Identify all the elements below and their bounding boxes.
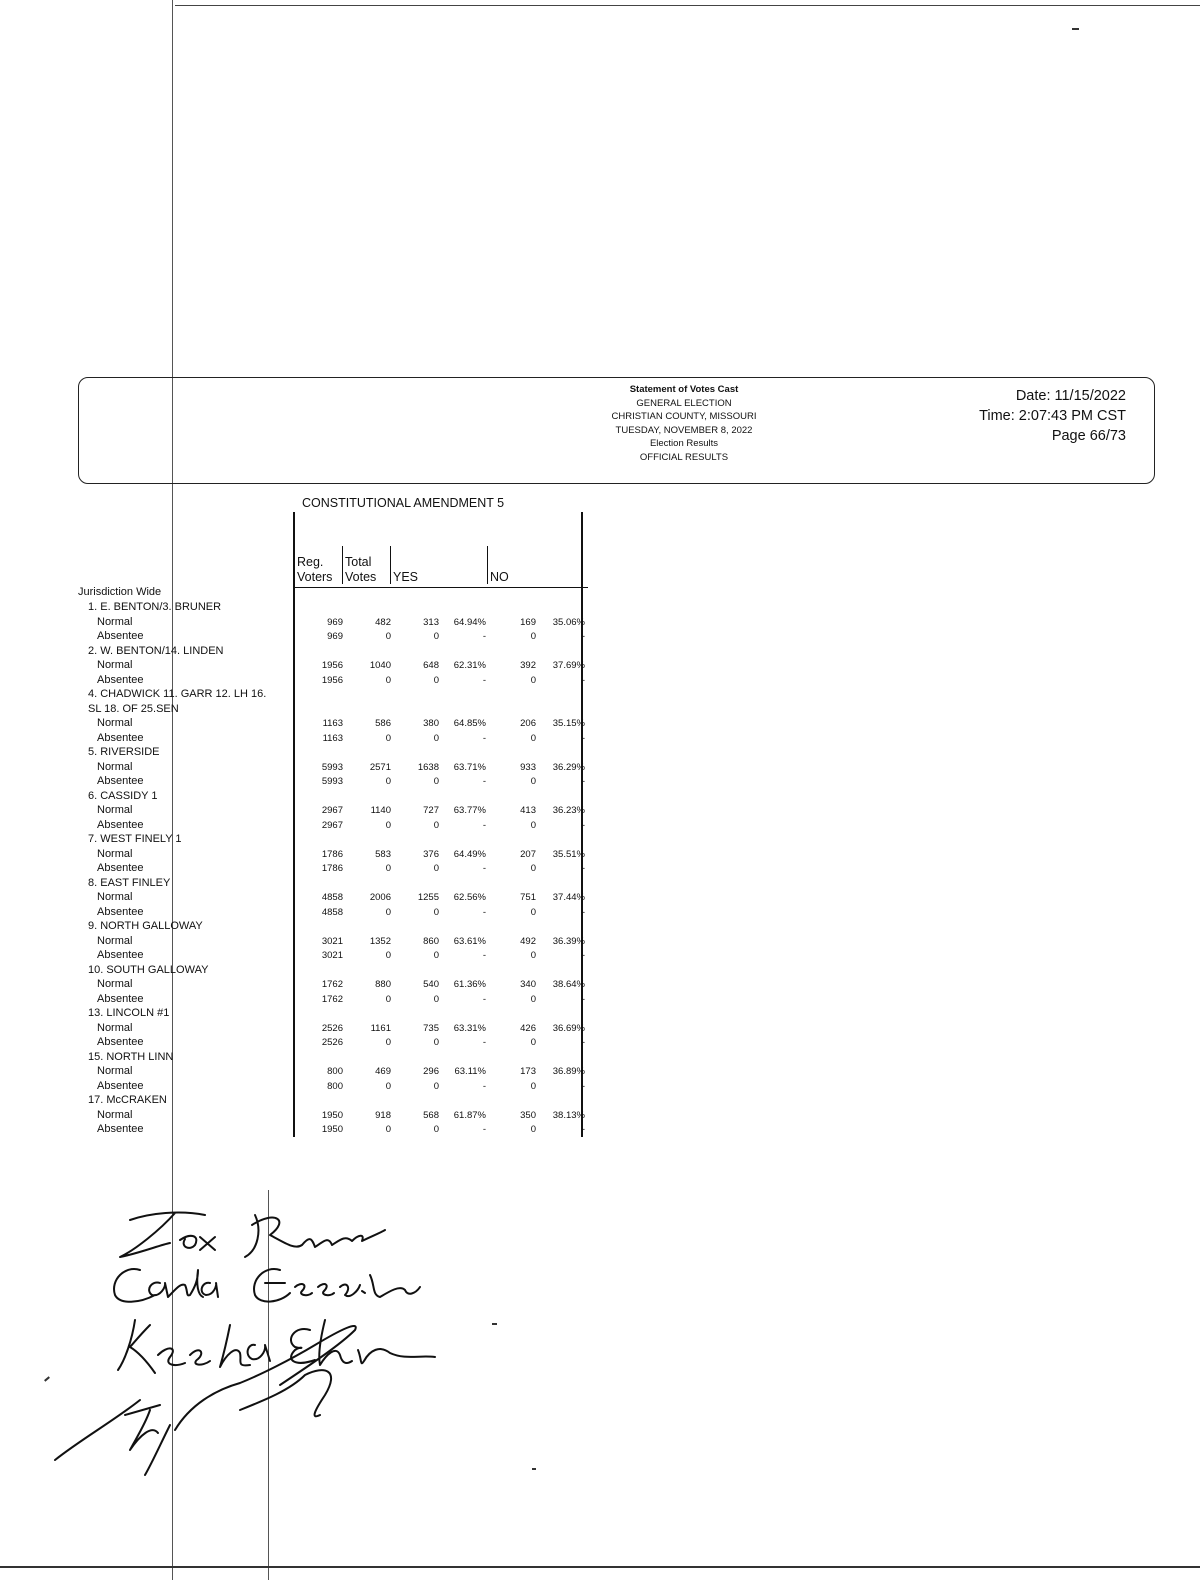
county-name: CHRISTIAN COUNTY, MISSOURI <box>611 411 757 423</box>
cell-yes-pct: - <box>482 631 486 642</box>
normal-label: Normal <box>97 978 133 990</box>
cell-yes-pct: - <box>482 776 486 787</box>
cell-yes: 296 <box>423 1066 439 1077</box>
cell-yes: 860 <box>423 935 439 947</box>
cell-yes-pct: 64.94% <box>453 616 486 628</box>
precinct-name: 13. LINCOLN #1 <box>88 1007 170 1019</box>
cell-no-pct: - <box>581 776 585 787</box>
signature-1 <box>120 1213 385 1257</box>
cell-yes-pct: - <box>482 950 486 961</box>
cell-total: 586 <box>375 718 391 729</box>
cell-total: 0 <box>385 819 391 831</box>
cell-yes: 568 <box>423 1109 439 1121</box>
precinct-name: 7. WEST FINELY 1 <box>88 833 182 845</box>
report-time: Time: 2:07:43 PM CST <box>979 408 1126 424</box>
absentee-label: Absentee <box>97 862 144 874</box>
cell-reg: 2967 <box>321 805 343 816</box>
col-header-no: NO <box>490 570 509 584</box>
cell-no-pct: 36.39% <box>552 935 585 947</box>
cell-no-pct: - <box>581 1124 585 1135</box>
cell-total: 1352 <box>369 935 391 947</box>
cell-yes: 376 <box>423 848 439 860</box>
cell-total: 0 <box>385 906 391 918</box>
cell-reg: 1786 <box>321 848 343 860</box>
cell-yes-pct: 63.31% <box>453 1022 486 1034</box>
cell-reg: 800 <box>327 1066 343 1077</box>
cell-total: 482 <box>375 616 391 628</box>
cell-no-pct: - <box>581 674 585 686</box>
cell-total: 0 <box>385 674 391 686</box>
cell-yes-pct: 62.31% <box>453 660 486 671</box>
cell-yes-pct: 63.11% <box>454 1066 486 1077</box>
normal-label: Normal <box>97 760 133 773</box>
signature-4 <box>55 1326 356 1475</box>
precinct-name: SL 18. OF 25.SEN <box>88 702 179 715</box>
cell-no-pct: 35.15% <box>552 718 585 729</box>
normal-label: Normal <box>97 717 133 729</box>
cell-no-pct: 36.69% <box>552 1022 585 1034</box>
precinct-name: 9. NORTH GALLOWAY <box>88 920 203 932</box>
cell-yes: 727 <box>423 805 439 816</box>
cell-reg: 2526 <box>321 1022 343 1034</box>
report-header-center <box>519 383 849 465</box>
cell-yes: 648 <box>423 660 439 671</box>
cell-reg: 1762 <box>321 979 343 990</box>
cell-no: 0 <box>530 631 536 642</box>
cell-no: 340 <box>520 979 536 990</box>
cell-total: 880 <box>375 979 391 990</box>
cell-no-pct: 37.44% <box>552 892 585 903</box>
signature-2 <box>114 1269 420 1302</box>
cell-yes: 313 <box>423 616 439 628</box>
cell-no: 0 <box>530 863 536 874</box>
report-header <box>78 377 1155 484</box>
col-header-reg-voters <box>297 555 332 585</box>
cell-total: 0 <box>385 863 391 874</box>
cell-no: 933 <box>520 761 536 773</box>
absentee-label: Absentee <box>97 992 144 1005</box>
absentee-label: Absentee <box>97 818 144 831</box>
cell-yes: 0 <box>433 906 439 918</box>
cell-yes: 540 <box>423 979 439 990</box>
cell-no: 0 <box>530 1124 536 1135</box>
cell-yes-pct: 62.56% <box>453 892 486 903</box>
precinct-name: 2. W. BENTON/14. LINDEN <box>88 644 224 657</box>
cell-no: 206 <box>520 718 536 729</box>
report-date: Date: 11/15/2022 <box>1015 388 1126 404</box>
col-header-reg-line1: Reg. <box>297 555 324 569</box>
report-header-right <box>979 386 1126 446</box>
cell-total: 0 <box>385 631 391 642</box>
cell-total: 2006 <box>369 892 391 903</box>
cell-no: 413 <box>520 805 536 816</box>
cell-yes: 0 <box>433 776 439 787</box>
col-divider-no <box>487 546 488 584</box>
cell-no: 0 <box>530 1080 536 1092</box>
precinct-name: 17. McCRAKEN <box>88 1094 167 1106</box>
election-name: GENERAL ELECTION <box>636 397 732 409</box>
cell-reg: 800 <box>327 1080 343 1092</box>
stray-mark-right <box>492 1323 497 1325</box>
cell-reg: 1163 <box>322 718 343 729</box>
cell-no-pct: - <box>581 1037 585 1048</box>
cell-total: 1140 <box>370 805 391 816</box>
cell-yes-pct: - <box>482 906 486 918</box>
cell-yes: 0 <box>433 732 439 744</box>
cell-reg: 969 <box>327 631 343 642</box>
cell-reg: 1950 <box>321 1109 343 1121</box>
cell-reg: 1950 <box>321 1124 343 1135</box>
cell-no-pct: 36.23% <box>552 805 585 816</box>
col-header-total-votes <box>345 555 376 585</box>
stray-mark <box>1072 28 1079 30</box>
cell-no-pct: - <box>581 819 585 831</box>
precinct-name: 15. NORTH LINN <box>88 1050 174 1063</box>
cell-total: 469 <box>375 1066 391 1077</box>
cell-no: 0 <box>530 776 536 787</box>
cell-no-pct: - <box>581 993 585 1005</box>
cell-no: 173 <box>520 1066 536 1077</box>
header-rule <box>295 587 588 588</box>
cell-yes-pct: - <box>482 1124 486 1135</box>
report-page: Page 66/73 <box>1051 428 1126 444</box>
cell-no: 0 <box>530 906 536 918</box>
cell-no: 350 <box>520 1109 536 1121</box>
cell-reg: 3021 <box>321 935 343 947</box>
report-title: Statement of Votes Cast <box>629 384 739 395</box>
cell-no: 0 <box>530 732 536 744</box>
cell-yes-pct: - <box>482 993 486 1005</box>
cell-no: 0 <box>530 993 536 1005</box>
normal-label: Normal <box>97 891 133 903</box>
cell-yes-pct: 63.61% <box>453 935 486 947</box>
cell-yes-pct: - <box>482 863 486 874</box>
absentee-label: Absentee <box>97 1123 144 1135</box>
cell-no-pct: - <box>581 906 585 918</box>
cell-total: 1040 <box>369 660 391 671</box>
cell-yes: 0 <box>433 674 439 686</box>
cell-reg: 1956 <box>321 674 343 686</box>
scan-top-edge <box>175 5 1200 6</box>
cell-total: 583 <box>375 848 391 860</box>
cell-yes: 1638 <box>417 761 439 773</box>
cell-no-pct: 35.51% <box>552 848 585 860</box>
cell-total: 0 <box>385 776 391 787</box>
cell-reg: 1956 <box>321 660 343 671</box>
jurisdiction-label: Jurisdiction Wide <box>78 586 162 598</box>
cell-no-pct: - <box>581 631 585 642</box>
normal-label: Normal <box>97 659 133 671</box>
cell-no-pct: 35.06% <box>552 616 585 628</box>
precinct-name: 4. CHADWICK 11. GARR 12. LH 16. <box>88 688 267 700</box>
signatures <box>40 1195 510 1495</box>
cell-total: 918 <box>375 1109 391 1121</box>
cell-total: 0 <box>385 1080 391 1092</box>
col-header-yes: YES <box>393 570 419 584</box>
cell-no-pct: 36.89% <box>552 1066 585 1077</box>
cell-yes-pct: - <box>482 819 486 831</box>
cell-yes: 0 <box>433 1080 439 1092</box>
cell-reg: 5993 <box>321 776 343 787</box>
cell-no-pct: - <box>581 863 585 874</box>
absentee-label: Absentee <box>97 949 144 961</box>
cell-reg: 969 <box>327 616 343 628</box>
col-header-total-line1: Total <box>345 555 372 569</box>
cell-reg: 1786 <box>321 863 343 874</box>
cell-no-pct: - <box>581 950 585 961</box>
cell-no: 0 <box>530 674 536 686</box>
cell-total: 0 <box>385 732 391 744</box>
cell-yes: 0 <box>433 819 439 831</box>
cell-reg: 2526 <box>321 1037 343 1048</box>
cell-total: 0 <box>385 1124 391 1135</box>
cell-total: 0 <box>385 993 391 1005</box>
cell-reg: 4858 <box>321 892 343 903</box>
cell-reg: 4858 <box>321 906 343 918</box>
cell-reg: 2967 <box>321 819 343 831</box>
cell-yes: 735 <box>423 1022 439 1034</box>
cell-yes-pct: 63.77% <box>453 805 486 816</box>
stray-mark-bottom <box>532 1468 536 1470</box>
cell-no-pct: 37.69% <box>552 660 585 671</box>
normal-label: Normal <box>97 934 133 947</box>
cell-yes-pct: - <box>482 732 486 744</box>
cell-total: 2571 <box>369 761 391 773</box>
cell-no: 0 <box>530 1037 536 1048</box>
cell-reg: 1163 <box>322 732 343 744</box>
normal-label: Normal <box>97 615 133 628</box>
cell-yes-pct: 61.36% <box>453 979 486 990</box>
cell-no: 169 <box>520 616 536 628</box>
cell-yes: 380 <box>423 718 439 729</box>
report-type: Election Results <box>649 438 719 450</box>
cell-no-pct: 38.64% <box>552 979 585 990</box>
contest-title: CONSTITUTIONAL AMENDMENT 5 <box>302 496 505 510</box>
cell-yes-pct: - <box>482 674 486 686</box>
absentee-label: Absentee <box>97 905 144 918</box>
normal-label: Normal <box>97 1021 133 1034</box>
cell-yes: 0 <box>433 1037 439 1048</box>
election-date: TUESDAY, NOVEMBER 8, 2022 <box>615 424 753 436</box>
normal-label: Normal <box>97 1108 133 1121</box>
absentee-label: Absentee <box>97 731 144 744</box>
cell-no-pct: - <box>581 1080 585 1092</box>
col-divider-total <box>342 546 343 584</box>
col-header-total-line2: Votes <box>345 570 377 584</box>
cell-reg: 3021 <box>321 950 343 961</box>
cell-yes: 0 <box>433 1124 439 1135</box>
cell-no: 751 <box>520 892 536 903</box>
absentee-label: Absentee <box>97 1036 144 1048</box>
cell-total: 0 <box>385 950 391 961</box>
cell-yes: 0 <box>433 863 439 874</box>
cell-yes-pct: 61.87% <box>453 1109 486 1121</box>
precinct-name: 8. EAST FINLEY <box>88 876 171 889</box>
cell-reg: 5993 <box>321 761 343 773</box>
absentee-label: Absentee <box>97 673 144 686</box>
cell-no-pct: - <box>581 732 585 744</box>
cell-no: 426 <box>520 1022 536 1034</box>
cell-yes: 0 <box>433 993 439 1005</box>
col-header-reg-line2: Voters <box>297 570 333 584</box>
cell-reg: 1762 <box>321 993 343 1005</box>
normal-label: Normal <box>97 804 133 816</box>
normal-label: Normal <box>97 847 133 860</box>
precinct-name: 5. RIVERSIDE <box>88 746 160 758</box>
cell-total: 0 <box>385 1037 391 1048</box>
signature-3 <box>118 1320 435 1373</box>
precinct-name: 10. SOUTH GALLOWAY <box>88 963 209 976</box>
cell-no-pct: 36.29% <box>552 761 585 773</box>
cell-yes: 1255 <box>417 892 439 903</box>
absentee-label: Absentee <box>97 630 144 642</box>
cell-yes-pct: 64.85% <box>453 718 486 729</box>
cell-total: 1161 <box>370 1022 391 1034</box>
report-status: OFFICIAL RESULTS <box>639 451 729 463</box>
cell-yes: 0 <box>433 950 439 961</box>
cell-no-pct: 38.13% <box>552 1109 585 1121</box>
col-divider-yes <box>390 546 391 584</box>
cell-yes-pct: - <box>482 1037 486 1048</box>
absentee-label: Absentee <box>97 1079 144 1092</box>
cell-no: 492 <box>520 935 536 947</box>
cell-no: 207 <box>520 848 536 860</box>
absentee-label: Absentee <box>97 775 144 787</box>
precinct-name: 6. CASSIDY 1 <box>88 789 158 802</box>
cell-no: 0 <box>530 950 536 961</box>
cell-no: 392 <box>520 660 536 671</box>
normal-label: Normal <box>97 1065 133 1077</box>
cell-yes: 0 <box>433 631 439 642</box>
cell-no: 0 <box>530 819 536 831</box>
cell-yes-pct: 64.49% <box>453 848 486 860</box>
cell-yes-pct: - <box>482 1080 486 1092</box>
precinct-name: 1. E. BENTON/3. BRUNER <box>88 601 222 613</box>
cell-yes-pct: 63.71% <box>453 761 486 773</box>
scan-bottom-edge <box>0 1566 1200 1568</box>
